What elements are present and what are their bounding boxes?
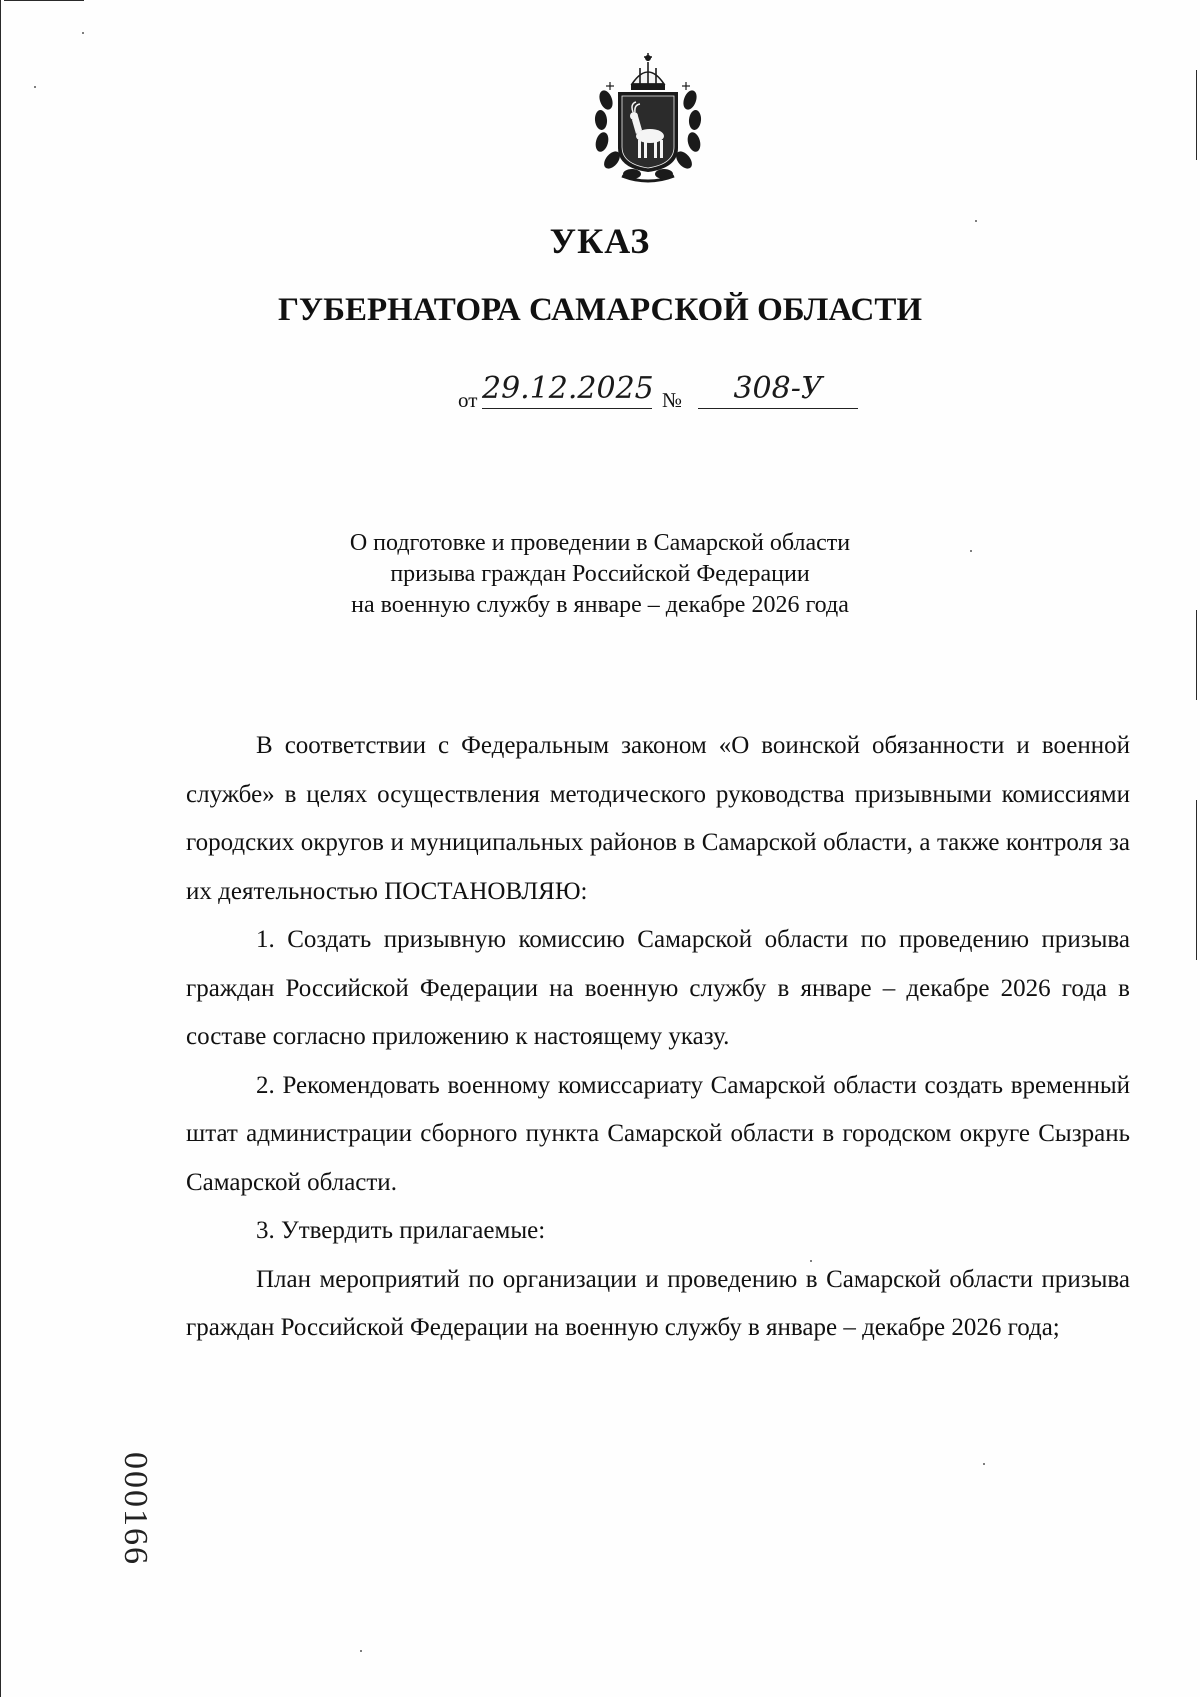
preamble-paragraph: В соответствии с Федеральным законом «О воинской обязанности и военной службе» в целях осуществления методического руководства призывными комиссиями городских округов и муниципальных районов в Самарской области, а также контроля за их деятельностью ПОСТАНОВЛЯЮ: bbox=[186, 732, 1130, 905]
serial-number-stamp: 000166 bbox=[117, 1452, 154, 1566]
document-body bbox=[186, 722, 1130, 1353]
samara-coat-of-arms-icon bbox=[592, 50, 704, 185]
scan-edge-line bbox=[4, 0, 84, 1]
item-3-plan-paragraph: План мероприятий по организации и проведению в Самарской области призыва граждан Российской Федерации на военную службу в январе – декабре 2026 года; bbox=[186, 1265, 1130, 1341]
subject-line: О подготовке и проведении в Самарской области bbox=[349, 530, 851, 556]
handwritten-date: 29.12.2025 bbox=[482, 370, 652, 409]
item-3-paragraph: 3. Утвердить прилагаемые: bbox=[256, 1217, 546, 1244]
scan-speck bbox=[34, 86, 36, 88]
document-title: УКАЗ bbox=[549, 221, 651, 261]
item-2-paragraph: 2. Рекомендовать военному комиссариату Самарской области создать временный штат администрации сборного пункта Самарской области в городском округе Сызрань Самарской области. bbox=[186, 1071, 1130, 1196]
item-1-paragraph: 1. Создать призывную комиссию Самарской области по проведению призыва граждан Российской Федерации на военную службу в январе – декабре 2026 года в составе согласно приложению к настоящему указу. bbox=[186, 926, 1130, 1050]
scan-speck bbox=[82, 32, 84, 34]
registration-line bbox=[458, 370, 878, 416]
scan-edge-line bbox=[1196, 610, 1197, 700]
document-issuer: ГУБЕРНАТОРА САМАРСКОЙ ОБЛАСТИ bbox=[277, 292, 923, 328]
scan-speck bbox=[983, 1463, 985, 1465]
document-subject bbox=[0, 528, 1200, 621]
number-label: № bbox=[662, 388, 683, 412]
subject-line: на военную службу в январе – декабре 2026 года bbox=[351, 592, 849, 618]
handwritten-number: 308-У bbox=[698, 370, 858, 409]
subject-line: призыва граждан Российской Федерации bbox=[390, 561, 810, 587]
scan-edge-line bbox=[1196, 70, 1197, 160]
scan-speck bbox=[360, 1650, 362, 1652]
date-prefix-label: от bbox=[458, 388, 478, 412]
scan-edge-line bbox=[1196, 800, 1197, 960]
